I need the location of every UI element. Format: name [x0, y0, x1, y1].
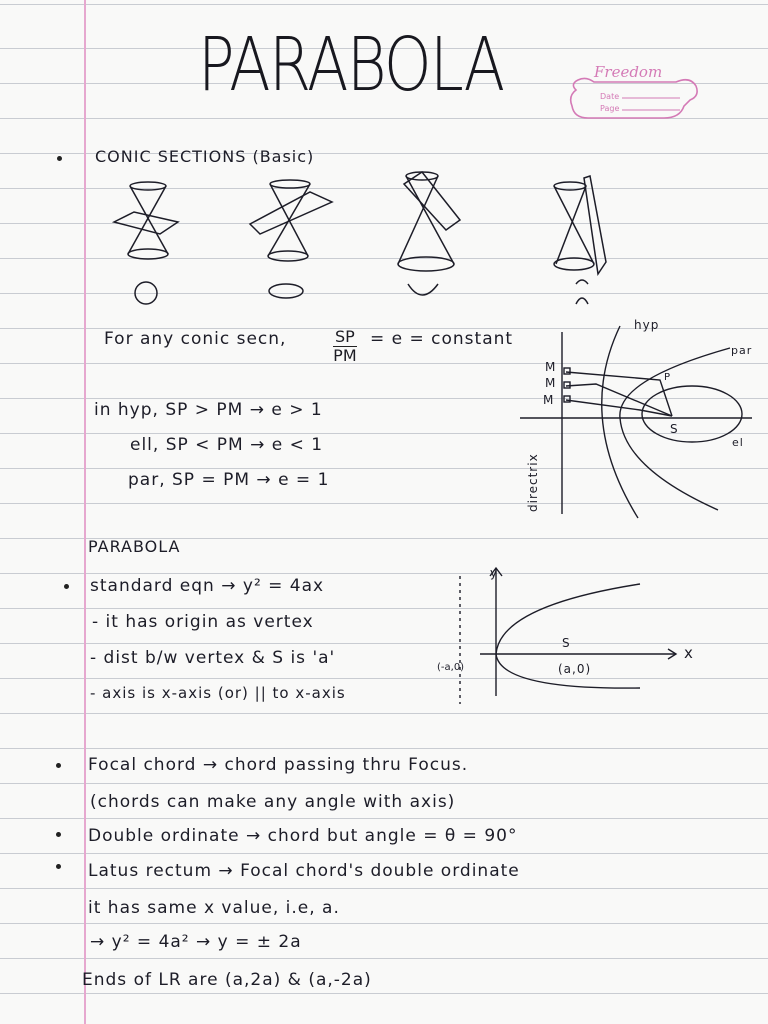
bullet: [57, 156, 62, 161]
stamp-date-label: Date: [600, 92, 620, 101]
ell-label: el: [732, 436, 744, 449]
parabola-condition: par, SP = PM → e = 1: [128, 470, 330, 490]
definition-suffix: = e = constant: [370, 329, 514, 349]
stamp-brand: Freedom: [594, 63, 663, 81]
y-axis-label: y: [490, 566, 499, 580]
parabola-heading: PARABOLA: [88, 537, 181, 556]
bullet: [64, 584, 69, 589]
focus-s-label: S: [670, 422, 679, 436]
graph-directrix-coord: (-a,0): [437, 662, 465, 673]
hyp-label: hyp: [634, 318, 660, 332]
focal-chord-note: (chords can make any angle with axis): [90, 792, 456, 812]
double-ordinate-definition: Double ordinate → chord but angle = θ = 90°: [88, 826, 518, 846]
distance-note: - dist b/w vertex & S is 'a': [90, 648, 336, 668]
bullet: [56, 763, 61, 768]
hyperbola-condition: in hyp, SP > PM → e > 1: [94, 400, 323, 420]
graph-focus-coord: (a,0): [558, 662, 592, 676]
m-label-2: M: [545, 376, 557, 390]
conic-comparison-diagram: [520, 318, 765, 524]
graph-focus-label: S: [562, 636, 571, 650]
definition-prefix: For any conic secn,: [104, 329, 287, 349]
m-label-1: M: [545, 360, 557, 374]
same-x-value-note: it has same x value, i.e, a.: [88, 898, 340, 918]
fraction-denominator: PM: [333, 346, 357, 365]
focal-chord-definition: Focal chord → chord passing thru Focus.: [88, 755, 469, 775]
latus-rectum-derivation: → y² = 4a² → y = ± 2a: [90, 932, 302, 952]
conic-sections-heading: CONIC SECTIONS (Basic): [95, 147, 315, 166]
directrix-label: directrix: [526, 453, 540, 512]
axis-note: - axis is x-axis (or) || to x-axis: [90, 684, 346, 702]
point-p-label: P: [664, 372, 672, 383]
ellipse-condition: ell, SP < PM → e < 1: [130, 435, 324, 455]
parabola-graph: [440, 566, 710, 711]
sp-pm-fraction: [333, 328, 357, 365]
conic-sections-sketch: [100, 176, 620, 311]
margin-line: [84, 0, 86, 1024]
x-axis-label: x: [684, 644, 694, 662]
vertex-note: - it has origin as vertex: [92, 612, 314, 632]
page-title: PARABOLA: [198, 22, 504, 108]
par-label: par: [731, 344, 753, 357]
latus-rectum-definition: Latus rectum → Focal chord's double ordinate: [88, 861, 520, 881]
latus-rectum-ends: Ends of LR are (a,2a) & (a,-2a): [82, 970, 372, 990]
fraction-numerator: SP: [335, 327, 355, 346]
stamp-page-label: Page: [600, 104, 620, 113]
standard-equation: standard eqn → y² = 4ax: [90, 576, 325, 596]
bullet: [56, 832, 61, 837]
m-label-3: M: [543, 393, 555, 407]
bullet: [56, 864, 61, 869]
